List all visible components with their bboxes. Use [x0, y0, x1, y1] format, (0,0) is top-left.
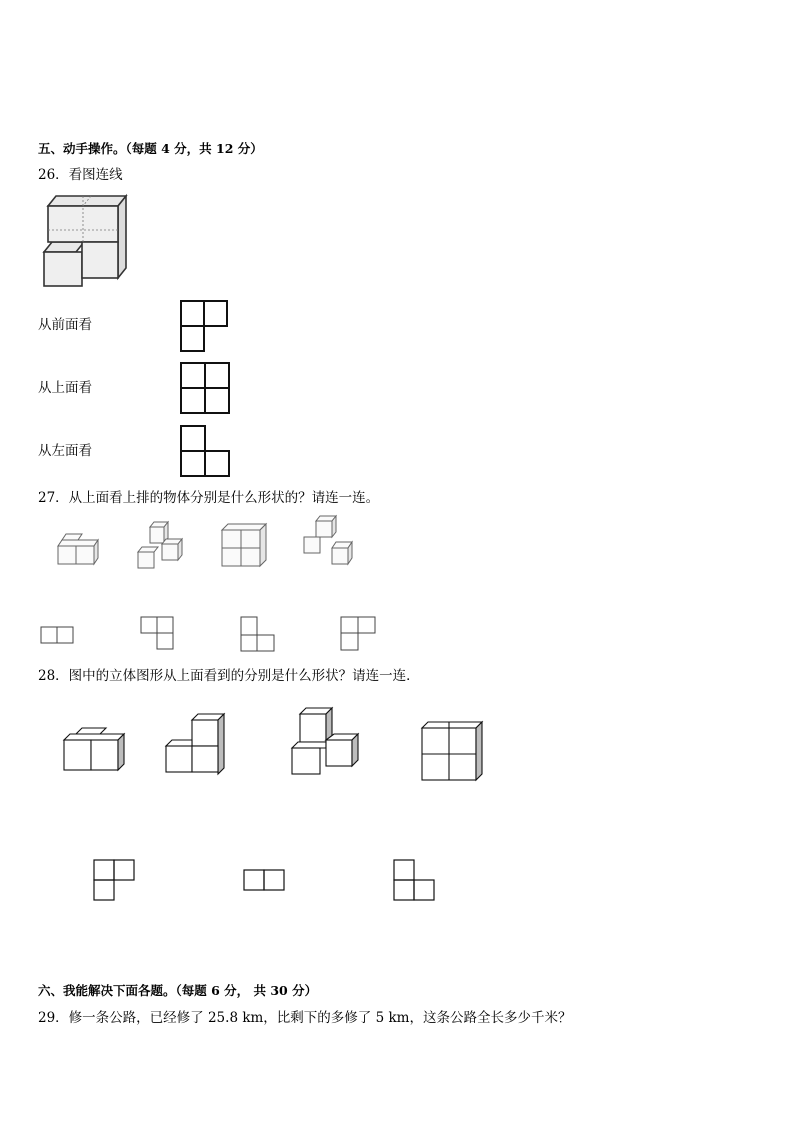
question-27-title: 27．从上面看上排的物体分别是什么形状的？请连一连。 [38, 490, 380, 506]
q27-solid-3 [220, 522, 268, 568]
q27-top-view-d [340, 616, 378, 654]
q28-top-view-b [242, 868, 288, 892]
front-view-shape [178, 298, 230, 354]
top-view-shape [178, 360, 232, 416]
view-label-front: 从前面看 [38, 317, 92, 333]
view-label-top: 从上面看 [38, 380, 92, 396]
left-view-shape [178, 423, 232, 479]
question-29-text: 29．修一条公路，已经修了 25.8 km，比剩下的多修了 5 km，这条公路全长多少千米？ [38, 1010, 572, 1026]
question-28-title: 28．图中的立体图形从上面看到的分别是什么形状？请连一连． [38, 668, 420, 684]
section-5-heading: 五、动手操作。（每题 4 分，共 12 分） [38, 141, 263, 156]
q28-solid-3 [290, 706, 362, 778]
q28-top-view-a [92, 858, 138, 902]
q27-top-view-c [240, 616, 278, 654]
section-6-heading: 六、我能解决下面各题。（每题 6 分， 共 30 分） [38, 983, 318, 998]
q28-solid-4 [420, 720, 484, 782]
q28-solid-2 [164, 712, 228, 776]
q27-solid-4 [298, 514, 354, 570]
q27-top-view-b [140, 616, 176, 654]
q27-solid-1 [56, 530, 104, 570]
q27-top-view-a [40, 626, 76, 646]
q28-top-view-c [392, 858, 438, 902]
question-26-title: 26．看图连线 [38, 167, 123, 183]
question-26-solid-figure [38, 190, 134, 290]
q28-solid-1 [62, 726, 128, 774]
view-label-left: 从左面看 [38, 443, 92, 459]
q27-solid-2 [136, 520, 188, 572]
